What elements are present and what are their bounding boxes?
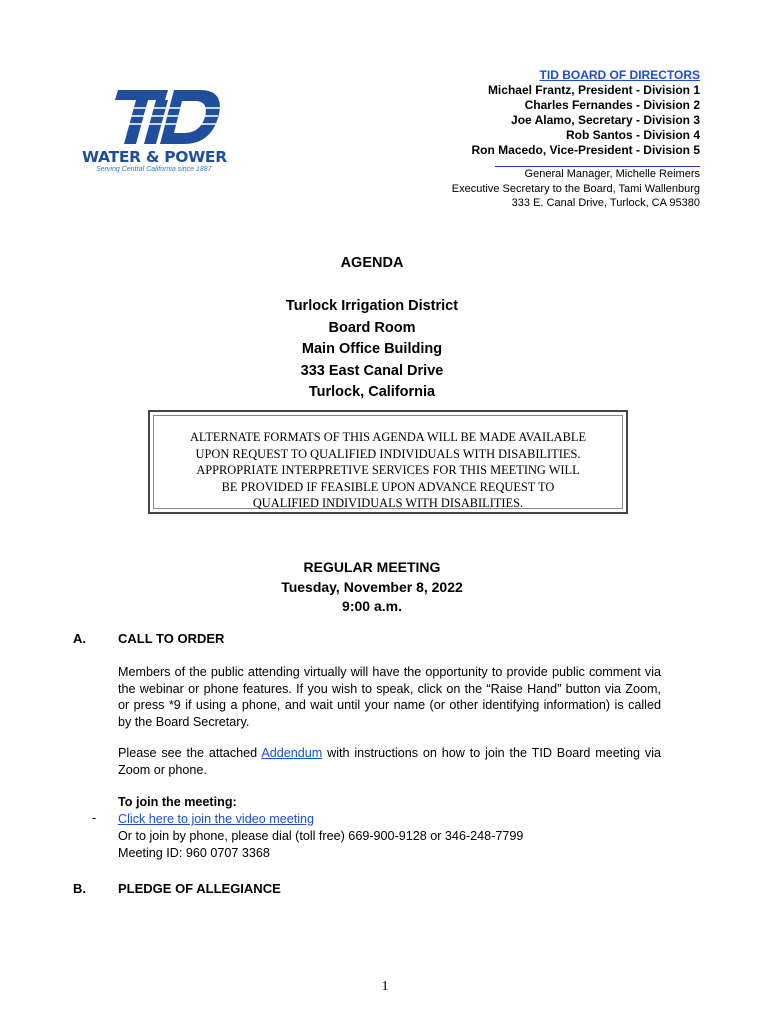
meeting-id: Meeting ID: 960 0707 3368 [118, 846, 270, 860]
director-1: Michael Frantz, President - Division 1 [487, 83, 700, 97]
video-meeting-link[interactable]: Click here to join the video meeting [118, 812, 315, 826]
phone-dial-info: Or to join by phone, please dial (toll free) 669-900-9128 or 346-248-7799 [118, 829, 524, 843]
section-a-title: CALL TO ORDER [118, 631, 225, 646]
executive-secretary: Executive Secretary to the Board, Tami Wallenburg [451, 182, 700, 195]
director-2: Charles Fernandes - Division 2 [524, 98, 700, 112]
general-manager: General Manager, Michelle Reimers [524, 168, 700, 180]
notice-line-3: APPROPRIATE INTERPRETIVE SERVICES FOR THIS MEETING WILL [196, 463, 580, 477]
board-heading: TID BOARD OF DIRECTORS [539, 68, 700, 82]
director-5: Ron Macedo, Vice-President - Division 5 [471, 143, 700, 157]
page-title: AGENDA [340, 255, 404, 271]
meeting-type: REGULAR MEETING [303, 559, 441, 575]
tid-logo-icon [108, 88, 224, 146]
notice-line-2: UPON REQUEST TO QUALIFIED INDIVIDUALS WITH DISABILITIES. [195, 446, 581, 461]
addendum-paragraph [118, 745, 661, 778]
join-meeting-block [118, 794, 523, 862]
director-3: Joe Alamo, Secretary - Division 3 [511, 113, 700, 127]
logo-tagline: Serving Central California since 1887 [96, 166, 212, 173]
public-comment-paragraph: Members of the public attending virtually will have the opportunity to provide public comment via the webinar or phone features. If you wish to speak, click on the “Raise Hand” button via Zoom, or press *9 if using a phone, and wait until your name (or other identifying information) is called by the Board Secretary. [118, 665, 661, 729]
notice-line-5: QUALIFIED INDIVIDUALS WITH DISABILITIES. [252, 496, 524, 510]
notice-line-1: ALTERNATE FORMATS OF THIS AGENDA WILL BE MADE AVAILABLE [189, 430, 587, 444]
addendum-text-before: Please see the attached [118, 746, 262, 760]
venue-line-1: Turlock Irrigation District [285, 298, 459, 314]
meeting-time: 9:00 a.m. [342, 598, 402, 614]
join-label: To join the meeting: [118, 795, 237, 809]
section-b-title: PLEDGE OF ALLEGIANCE [118, 881, 281, 896]
director-4: Rob Santos - Division 4 [565, 128, 700, 142]
accessibility-notice [148, 410, 628, 514]
notice-text [153, 415, 623, 509]
meeting-info [0, 558, 744, 617]
board-header [452, 68, 700, 211]
addendum-text-after: with instructions on how to join the TID Board meeting via Zoom or phone. [118, 746, 661, 777]
venue-line-3: Main Office Building [301, 341, 443, 357]
meeting-date: Tuesday, November 8, 2022 [281, 578, 463, 595]
addendum-link[interactable]: Addendum [261, 746, 323, 760]
notice-line-4: BE PROVIDED IF FEASIBLE UPON ADVANCE REQUEST TO [221, 479, 555, 494]
venue-line-5: Turlock, California [308, 384, 436, 400]
venue-block [0, 296, 744, 404]
bullet-dash: - [92, 811, 97, 825]
logo-wordmark: WATER & POWER [82, 148, 227, 166]
venue-line-2: Board Room [328, 319, 416, 336]
section-b-letter: B. [73, 881, 86, 896]
page-number: 1 [381, 979, 389, 994]
section-a-letter: A. [73, 631, 86, 646]
tid-logo [82, 82, 232, 182]
board-address: 333 E. Canal Drive, Turlock, CA 95380 [511, 197, 700, 209]
venue-line-4: 333 East Canal Drive [300, 362, 444, 379]
